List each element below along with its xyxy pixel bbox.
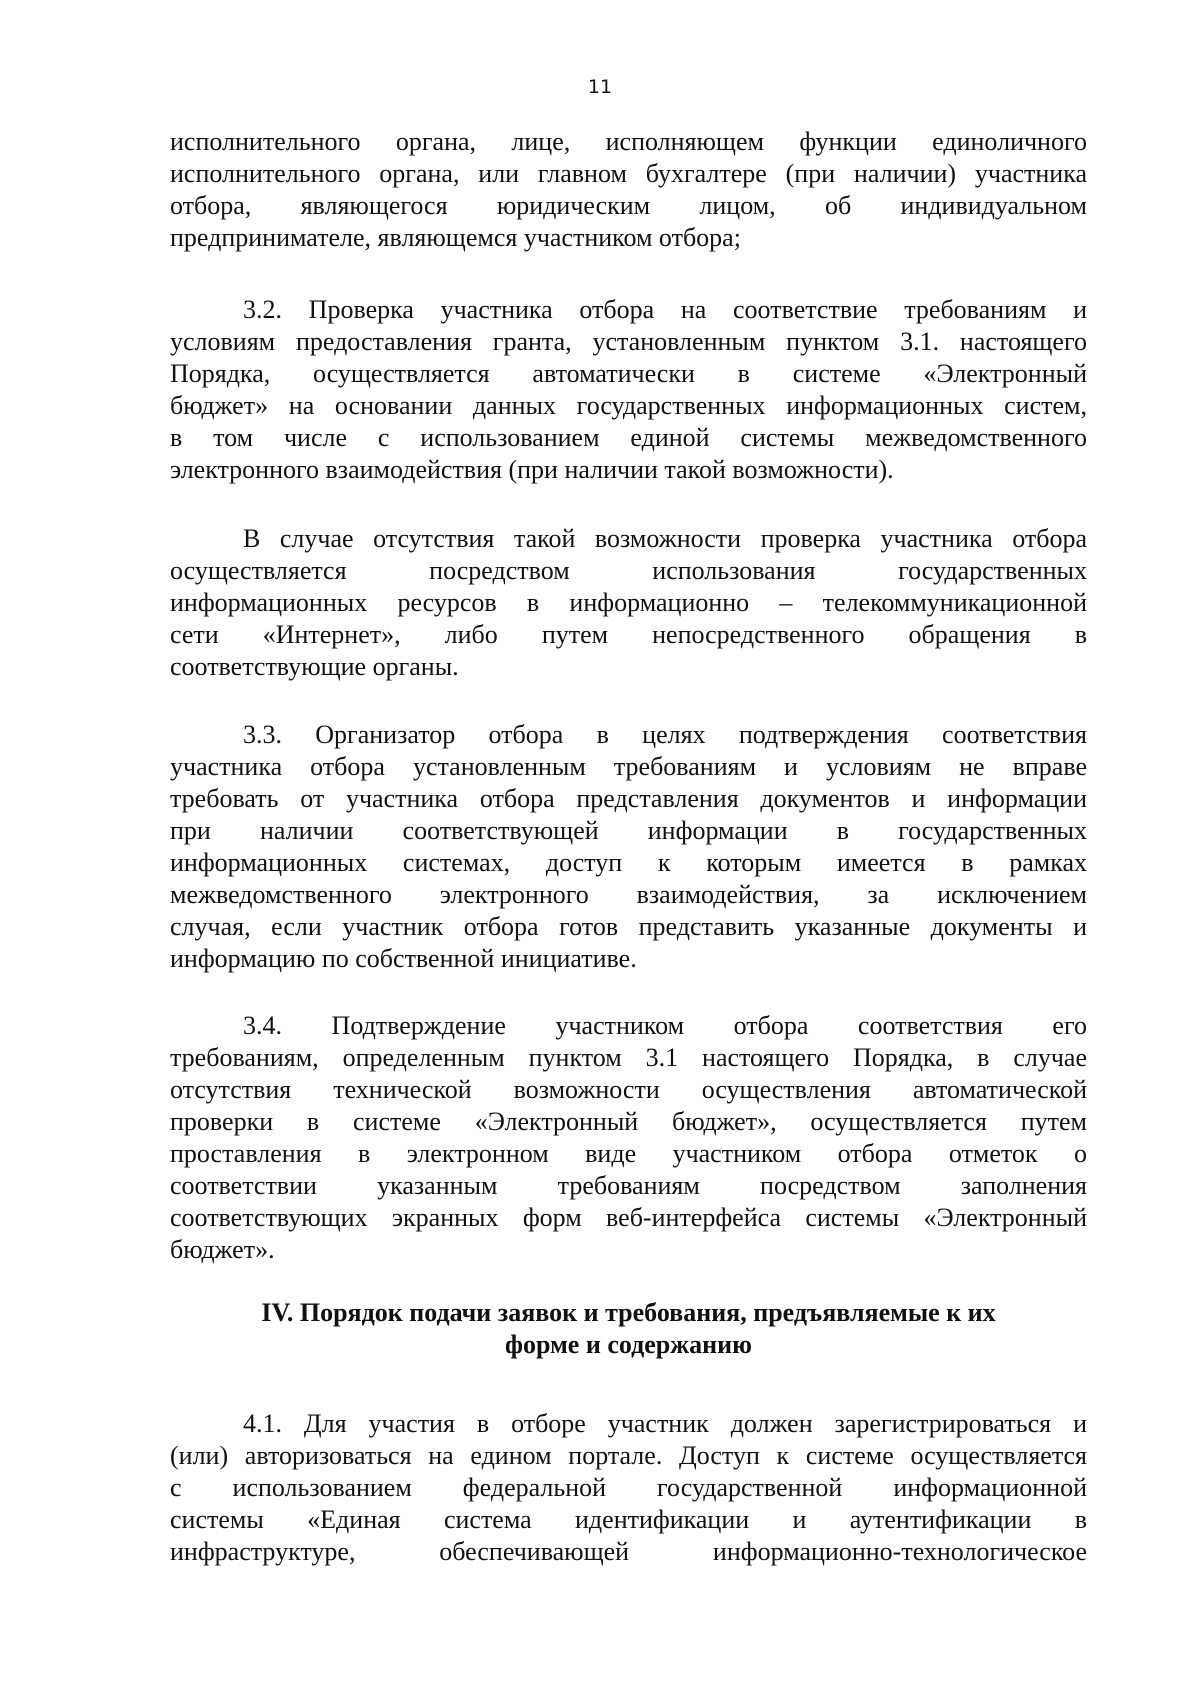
text-line: информационных системах, доступ к которым имеется в рамках: [170, 848, 1087, 877]
text-line: инфраструктуре, обеспечивающей информационно-технологическое: [170, 1537, 1087, 1566]
paragraph-alternative-check: [170, 523, 1087, 683]
text-line: исполнительного органа, лице, исполняющем функции единоличного: [170, 127, 1087, 156]
paragraph-3-4: [170, 1010, 1087, 1266]
page-number: 11: [587, 76, 613, 98]
text-line: предпринимателе, являющемся участником отбора;: [170, 223, 741, 252]
text-line: требованиям, определенным пунктом 3.1 настоящего Порядка, в случае: [170, 1043, 1087, 1072]
text-line: проверки в системе «Электронный бюджет», осуществляется путем: [170, 1107, 1087, 1136]
text-line: информационных ресурсов в информационно – телекоммуникационной: [170, 588, 1087, 617]
text-line: Порядка, осуществляется автоматически в системе «Электронный: [170, 359, 1087, 388]
text-line: 3.3. Организатор отбора в целях подтверждения соответствия: [243, 720, 1087, 749]
text-line: сети «Интернет», либо путем непосредственного обращения в: [170, 620, 1087, 649]
text-line: осуществляется посредством использования государственных: [170, 556, 1087, 585]
text-line: бюджет» на основании данных государственных информационных систем,: [170, 391, 1087, 420]
text-line: 4.1. Для участия в отборе участник должен зарегистрироваться и: [243, 1409, 1087, 1438]
text-line: информацию по собственной инициативе.: [170, 944, 637, 973]
text-line: требовать от участника отбора представления документов и информации: [170, 784, 1087, 813]
text-line: В случае отсутствия такой возможности проверка участника отбора: [243, 524, 1087, 553]
text-line: межведомственного электронного взаимодействия, за исключением: [170, 880, 1087, 909]
text-line: системы «Единая система идентификации и аутентификации в: [170, 1505, 1087, 1534]
paragraph-continuation: [170, 126, 1087, 254]
paragraph-4-1: [170, 1408, 1087, 1568]
text-line: отсутствия технической возможности осуществления автоматической: [170, 1075, 1087, 1104]
text-line: исполнительного органа, или главном бухгалтере (при наличии) участника: [170, 159, 1087, 188]
text-line: соответствующие органы.: [170, 652, 459, 681]
text-line: 3.2. Проверка участника отбора на соответствие требованиям и: [243, 295, 1087, 324]
text-line: соответствующих экранных форм веб-интерфейса системы «Электронный: [170, 1203, 1087, 1232]
text-line: электронного взаимодействия (при наличии такой возможности).: [170, 455, 894, 484]
section-heading: [170, 1297, 1087, 1361]
text-line: соответствии указанным требованиям посредством заполнения: [170, 1171, 1087, 1200]
text-line: с использованием федеральной государственной информационной: [170, 1473, 1087, 1502]
heading-line: IV. Порядок подачи заявок и требования, предъявляемые к их: [261, 1298, 996, 1327]
paragraph-3-2: [170, 294, 1087, 486]
text-line: 3.4. Подтверждение участником отбора соответствия его: [243, 1011, 1087, 1040]
heading-line: форме и содержанию: [505, 1330, 752, 1359]
text-line: проставления в электронном виде участником отбора отметок о: [170, 1139, 1087, 1168]
text-line: в том числе с использованием единой системы межведомственного: [170, 423, 1087, 452]
text-line: при наличии соответствующей информации в государственных: [170, 816, 1087, 845]
paragraph-3-3: [170, 719, 1087, 975]
text-line: отбора, являющегося юридическим лицом, об индивидуальном: [170, 191, 1087, 220]
text-line: бюджет».: [170, 1235, 275, 1264]
text-line: условиям предоставления гранта, установленным пунктом 3.1. настоящего: [170, 327, 1087, 356]
text-line: случая, если участник отбора готов представить указанные документы и: [170, 912, 1087, 941]
text-line: участника отбора установленным требованиям и условиям не вправе: [170, 752, 1087, 781]
text-line: (или) авторизоваться на едином портале. Доступ к системе осуществляется: [170, 1441, 1087, 1470]
